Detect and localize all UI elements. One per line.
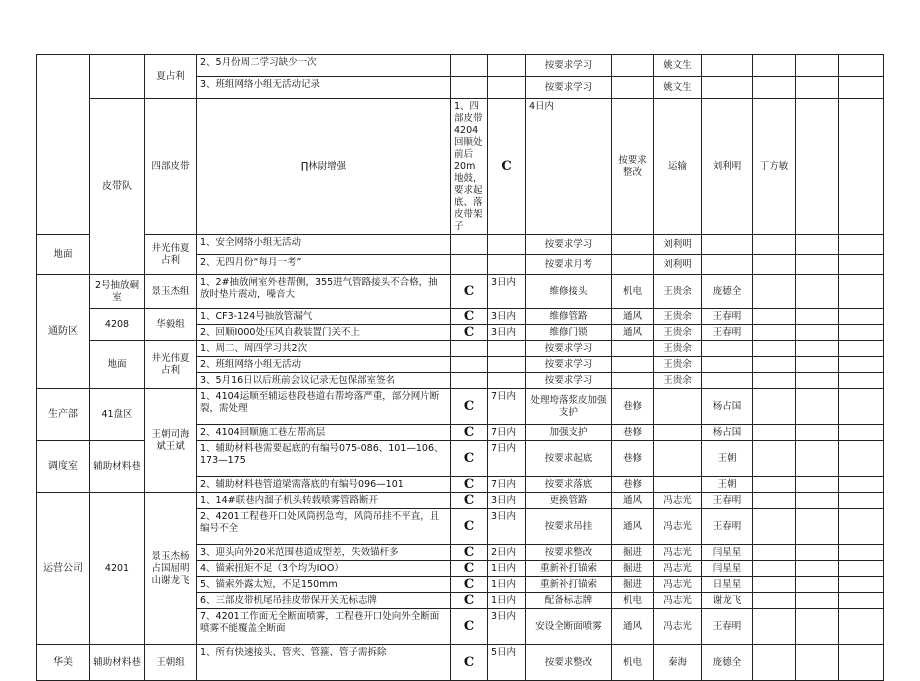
grade-cell	[451, 55, 488, 77]
checker-cell	[654, 425, 702, 441]
e3-cell	[839, 545, 884, 561]
issue-cell: 7、4201工作面无全断面喷雾，工程巷开口处向外全断面喷雾不能覆盖全断面	[197, 609, 451, 645]
grade-cell: C	[451, 477, 488, 493]
issue-cell: 1、14#联巷内溜子机头转载喷雾管路断开	[197, 493, 451, 509]
grade-cell: C	[451, 493, 488, 509]
issue-cell: 2、5月份周二学习缺少一次	[197, 55, 451, 77]
measure-cell: 按要求吊挂	[526, 509, 612, 545]
e2-cell	[796, 441, 839, 477]
deadline-cell	[488, 255, 526, 275]
e2-cell	[796, 255, 839, 275]
dept-cell: 通风	[612, 309, 654, 325]
issue-cell: 2、回顺I000处压风自救装置门关不上	[197, 325, 451, 341]
e3-cell	[839, 441, 884, 477]
grade-cell: C	[451, 561, 488, 577]
grade-cell	[451, 235, 488, 255]
dept-cell: 通风	[612, 493, 654, 509]
checker-cell: 刘利明	[654, 235, 702, 255]
e1-cell	[753, 441, 796, 477]
leader-cell: 王春明	[702, 509, 753, 545]
e1-cell	[796, 99, 839, 235]
e2-cell	[796, 77, 839, 99]
dept-cell	[612, 357, 654, 373]
deadline-cell: 5日内	[488, 645, 526, 681]
leader-cell: 杨占国	[702, 389, 753, 425]
unit-cell: 华美	[37, 645, 90, 681]
measure-cell: 加强支护	[526, 425, 612, 441]
checker-cell: 姚文生	[654, 55, 702, 77]
checker-cell: 姚文生	[654, 77, 702, 99]
deadline-cell	[488, 55, 526, 77]
measure-cell: 按要求学习	[526, 235, 612, 255]
e3-cell	[839, 509, 884, 545]
inspection-sheet	[36, 54, 883, 670]
dept-cell	[612, 235, 654, 255]
deadline-cell	[488, 235, 526, 255]
e1-cell	[753, 373, 796, 389]
grade-cell: C	[451, 325, 488, 341]
e2-cell	[796, 275, 839, 309]
checker-cell: 刘利明	[654, 255, 702, 275]
measure-cell: 维修接头	[526, 275, 612, 309]
deadline-cell: 3日内	[488, 493, 526, 509]
grade-cell: C	[451, 609, 488, 645]
e2-cell	[796, 561, 839, 577]
issue-cell: 3、5月16日以后班前会议记录无包保部室签名	[197, 373, 451, 389]
leader-cell: 王春明	[702, 493, 753, 509]
person-cell: 华毅组	[145, 309, 197, 341]
e3-cell	[839, 235, 884, 255]
grade-cell: C	[451, 425, 488, 441]
measure-cell: 按要求落底	[526, 477, 612, 493]
dept-cell	[612, 341, 654, 357]
e1-cell	[753, 275, 796, 309]
checker-cell: 王贵余	[654, 357, 702, 373]
dept-cell	[612, 77, 654, 99]
checker-cell: 秦海	[654, 645, 702, 681]
dept-cell: 巷修	[612, 389, 654, 425]
deadline-cell	[488, 373, 526, 389]
leader-cell	[702, 235, 753, 255]
issue-cell: 2、无四月份“每月一考”	[197, 255, 451, 275]
measure-cell: 按要求月考	[526, 255, 612, 275]
unit-cell: 调度室	[37, 441, 90, 493]
dept-cell: 巷修	[612, 477, 654, 493]
dept-cell: 巷修	[612, 441, 654, 477]
e3-cell	[839, 561, 884, 577]
deadline-cell: 4日内	[526, 99, 612, 235]
leader-cell: 王朝	[702, 441, 753, 477]
table-row	[37, 235, 884, 255]
e1-cell	[753, 609, 796, 645]
grade-cell: C	[451, 509, 488, 545]
dept-cell: 机电	[612, 593, 654, 609]
grade-cell	[451, 341, 488, 357]
checker-cell: 冯志光	[654, 609, 702, 645]
issue-cell: 1、2#抽放闸室外巷帮侧，355进气管路接头不合格，抽放时垫片震动，噪音大	[197, 275, 451, 309]
e3-cell	[839, 341, 884, 357]
e1-cell	[753, 235, 796, 255]
e2-cell	[796, 389, 839, 425]
person-cell: 夏占利	[145, 55, 197, 99]
e2-cell	[796, 493, 839, 509]
checker-cell: 刘利明	[702, 99, 753, 235]
grade-cell: C	[451, 389, 488, 425]
issue-cell: 1、辅助材料巷需要起底的有编号075-086、101—106、173—175	[197, 441, 451, 477]
checker-cell: 冯志光	[654, 577, 702, 593]
grade-cell: C	[451, 645, 488, 681]
issue-cell: 1、CF3-124号抽放管漏气	[197, 309, 451, 325]
dept-cell: 掘进	[612, 545, 654, 561]
e2-cell	[796, 609, 839, 645]
loc-cell: 辅助材料巷	[90, 441, 145, 493]
loc-cell: 4201	[90, 493, 145, 645]
deadline-cell	[488, 77, 526, 99]
e2-cell	[796, 341, 839, 357]
deadline-cell: 1日内	[488, 561, 526, 577]
table-row	[37, 55, 884, 77]
dept-cell: 巷修	[612, 425, 654, 441]
grade-cell	[451, 373, 488, 389]
e2-cell	[796, 645, 839, 681]
checker-cell: 王贵余	[654, 275, 702, 309]
deadline-cell: 7日内	[488, 425, 526, 441]
grade-cell	[451, 255, 488, 275]
issue-cell: 1、四部皮带4204回顺处前后20m地鼓，要求起底、落皮带架子	[451, 99, 488, 235]
dept-cell: 机电	[612, 275, 654, 309]
issue-cell: 1、4104运顺至辅运巷段巷道右帮垮落严重，部分网片断裂，需处理	[197, 389, 451, 425]
checker-cell: 王贵余	[654, 341, 702, 357]
dept-cell: 通风	[612, 609, 654, 645]
checker-cell	[654, 477, 702, 493]
leader-cell: 庞德全	[702, 645, 753, 681]
issue-cell: 6、三部皮带机尾吊挂皮带保开关无标志牌	[197, 593, 451, 609]
loc-cell: 辅助材料巷	[90, 645, 145, 681]
dept-cell: 掘进	[612, 577, 654, 593]
person-cell: 王朝司海斌王斌	[145, 389, 197, 493]
leader-cell: 闫星星	[702, 561, 753, 577]
deadline-cell: 1日内	[488, 593, 526, 609]
deadline-cell	[488, 357, 526, 373]
e1-cell	[753, 389, 796, 425]
leader-cell	[702, 55, 753, 77]
e3-cell	[839, 593, 884, 609]
measure-cell: 重新补打锚索	[526, 561, 612, 577]
checker-cell: 王贵余	[654, 373, 702, 389]
dept-cell: 运输	[654, 99, 702, 235]
issue-cell: 4、锚索扭矩不足（3个均为IOO）	[197, 561, 451, 577]
loc-cell: 4208	[90, 309, 145, 341]
grade-cell: C	[451, 275, 488, 309]
measure-cell: 更换管路	[526, 493, 612, 509]
person-cell: 王朝组	[145, 645, 197, 681]
e2-cell	[796, 325, 839, 341]
person-cell: ∏林尉增强	[197, 99, 451, 235]
e2-cell	[796, 577, 839, 593]
dept-cell: 通风	[612, 509, 654, 545]
unit-cell: 生产部	[37, 389, 90, 441]
e1-cell	[753, 55, 796, 77]
table-row	[37, 341, 884, 357]
leader-cell: 闫星星	[702, 545, 753, 561]
e3-cell	[839, 275, 884, 309]
unit-cell: 皮带队	[90, 99, 145, 275]
leader-cell: 王春明	[702, 325, 753, 341]
dept-cell: 通风	[612, 325, 654, 341]
checker-cell: 冯志光	[654, 561, 702, 577]
e2-cell	[796, 425, 839, 441]
e1-cell	[753, 577, 796, 593]
grade-cell: C	[451, 309, 488, 325]
deadline-cell: 3日内	[488, 325, 526, 341]
e1-cell	[753, 493, 796, 509]
e2-cell	[796, 357, 839, 373]
measure-cell: 按要求整改	[526, 545, 612, 561]
e1-cell	[753, 77, 796, 99]
measure-cell: 按要求学习	[526, 55, 612, 77]
e2-cell	[796, 55, 839, 77]
e3-cell	[839, 577, 884, 593]
issue-cell: 1、安全网络小组无活动	[197, 235, 451, 255]
leader-cell: 杨占国	[702, 425, 753, 441]
checker-cell: 冯志光	[654, 545, 702, 561]
e1-cell	[753, 325, 796, 341]
unit-cell	[37, 55, 90, 235]
unit-cell: 运营公司	[37, 493, 90, 645]
dept-cell: 掘进	[612, 561, 654, 577]
leader-cell: 王春明	[702, 609, 753, 645]
issue-cell: 2、4104回顺施工巷左帮高层	[197, 425, 451, 441]
e1-cell	[753, 425, 796, 441]
issue-cell: 1、周二、周四学习共2次	[197, 341, 451, 357]
e1-cell	[753, 509, 796, 545]
e1-cell	[753, 357, 796, 373]
table-row	[37, 645, 884, 681]
e3-cell	[839, 255, 884, 275]
e3-cell	[839, 477, 884, 493]
e1-cell	[753, 561, 796, 577]
e2-cell	[796, 593, 839, 609]
dept-cell	[612, 255, 654, 275]
deadline-cell: 7日内	[488, 441, 526, 477]
measure-cell: 按要求学习	[526, 357, 612, 373]
leader-cell: 王朝	[702, 477, 753, 493]
grade-cell	[451, 77, 488, 99]
measure-cell: 维修管路	[526, 309, 612, 325]
e2-cell	[796, 235, 839, 255]
e3-cell	[839, 309, 884, 325]
table-row	[37, 389, 884, 425]
table-row	[37, 309, 884, 325]
e2-cell	[796, 373, 839, 389]
e1-cell	[753, 309, 796, 325]
e3-cell	[839, 493, 884, 509]
person-cell: 景玉杰组	[145, 275, 197, 309]
leader-cell: 谢龙飞	[702, 593, 753, 609]
person-cell: 景玉杰杨占国屈明山谢龙飞	[145, 493, 197, 645]
deadline-cell: 3日内	[488, 509, 526, 545]
grade-cell	[451, 357, 488, 373]
loc-cell	[90, 55, 145, 99]
leader-cell: 日星星	[702, 577, 753, 593]
deadline-cell: 3日内	[488, 309, 526, 325]
e3-cell	[839, 645, 884, 681]
e1-cell	[753, 341, 796, 357]
checker-cell: 王贵余	[654, 309, 702, 325]
e3-cell	[839, 609, 884, 645]
e3-cell	[839, 325, 884, 341]
e2-cell	[796, 545, 839, 561]
e1-cell	[753, 255, 796, 275]
table-row	[37, 275, 884, 309]
measure-cell: 处理垮落浆皮加强支护	[526, 389, 612, 425]
loc-cell: 2号抽放硐室	[90, 275, 145, 309]
measure-cell: 按要求学习	[526, 77, 612, 99]
measure-cell: 配备标志牌	[526, 593, 612, 609]
checker-cell: 冯志光	[654, 493, 702, 509]
grade-cell: C	[451, 593, 488, 609]
issue-cell: 1、所有快速接头、管夹、管箍、管子需拆除	[197, 645, 451, 681]
measure-cell: 按要求起底	[526, 441, 612, 477]
issue-cell: 3、迎头向外20米范围巷道成型差，失效锚杆多	[197, 545, 451, 561]
loc-cell: 地面	[90, 341, 145, 389]
leader-cell	[702, 255, 753, 275]
issue-cell: 2、辅助材料巷管道梁需落底的有编号096—101	[197, 477, 451, 493]
leader-cell	[702, 357, 753, 373]
person-cell: 井光伟夏占利	[145, 235, 197, 275]
checker-cell	[654, 389, 702, 425]
leader-cell	[702, 77, 753, 99]
e2-cell	[796, 309, 839, 325]
e3-cell	[839, 357, 884, 373]
person-cell: 井光伟夏占利	[145, 341, 197, 389]
inspection-table	[36, 54, 884, 681]
deadline-cell	[488, 341, 526, 357]
issue-cell: 5、锚索外露太短，不足150mm	[197, 577, 451, 593]
e1-cell	[753, 477, 796, 493]
leader-cell: 王春明	[702, 309, 753, 325]
grade-cell: C	[488, 99, 526, 235]
checker-cell: 冯志光	[654, 593, 702, 609]
leader-cell	[702, 373, 753, 389]
unit-cell: 通防区	[37, 275, 90, 389]
dept-cell	[612, 55, 654, 77]
checker-cell: 冯志光	[654, 509, 702, 545]
loc-cell: 四部皮带	[145, 99, 197, 235]
table-row	[37, 493, 884, 509]
issue-cell: 2、4201工程巷开口处风筒拐急弯，风筒吊挂不平直，且编号不全	[197, 509, 451, 545]
e2-cell	[839, 99, 884, 235]
measure-cell: 重新补打锚索	[526, 577, 612, 593]
grade-cell: C	[451, 577, 488, 593]
e2-cell	[796, 477, 839, 493]
loc-cell: 41盘区	[90, 389, 145, 441]
deadline-cell: 2日内	[488, 545, 526, 561]
e3-cell	[839, 425, 884, 441]
e1-cell	[753, 545, 796, 561]
issue-cell: 2、班组网络小组无活动	[197, 357, 451, 373]
e2-cell	[796, 509, 839, 545]
dept-cell: 机电	[612, 645, 654, 681]
e1-cell	[753, 645, 796, 681]
checker-cell: 王贵余	[654, 325, 702, 341]
e3-cell	[839, 77, 884, 99]
grade-cell: C	[451, 441, 488, 477]
table-row	[37, 99, 884, 235]
measure-cell: 安设全断面喷雾	[526, 609, 612, 645]
measure-cell: 按要求整改	[612, 99, 654, 235]
grade-cell: C	[451, 545, 488, 561]
measure-cell: 按要求学习	[526, 341, 612, 357]
measure-cell: 按要求学习	[526, 373, 612, 389]
e1-cell	[753, 593, 796, 609]
leader-cell: 庞德全	[702, 275, 753, 309]
dept-cell	[612, 373, 654, 389]
deadline-cell: 3日内	[488, 275, 526, 309]
e3-cell	[839, 55, 884, 77]
checker-cell	[654, 441, 702, 477]
issue-cell: 3、班组网络小组无活动记录	[197, 77, 451, 99]
deadline-cell: 1日内	[488, 577, 526, 593]
leader-cell	[702, 341, 753, 357]
e3-cell	[839, 389, 884, 425]
measure-cell: 按要求整改	[526, 645, 612, 681]
deadline-cell: 7日内	[488, 477, 526, 493]
deadline-cell: 3日内	[488, 609, 526, 645]
e3-cell	[839, 373, 884, 389]
measure-cell: 维修门锁	[526, 325, 612, 341]
loc-cell: 地面	[37, 235, 90, 275]
deadline-cell: 7日内	[488, 389, 526, 425]
leader-cell: 丁方敏	[753, 99, 796, 235]
